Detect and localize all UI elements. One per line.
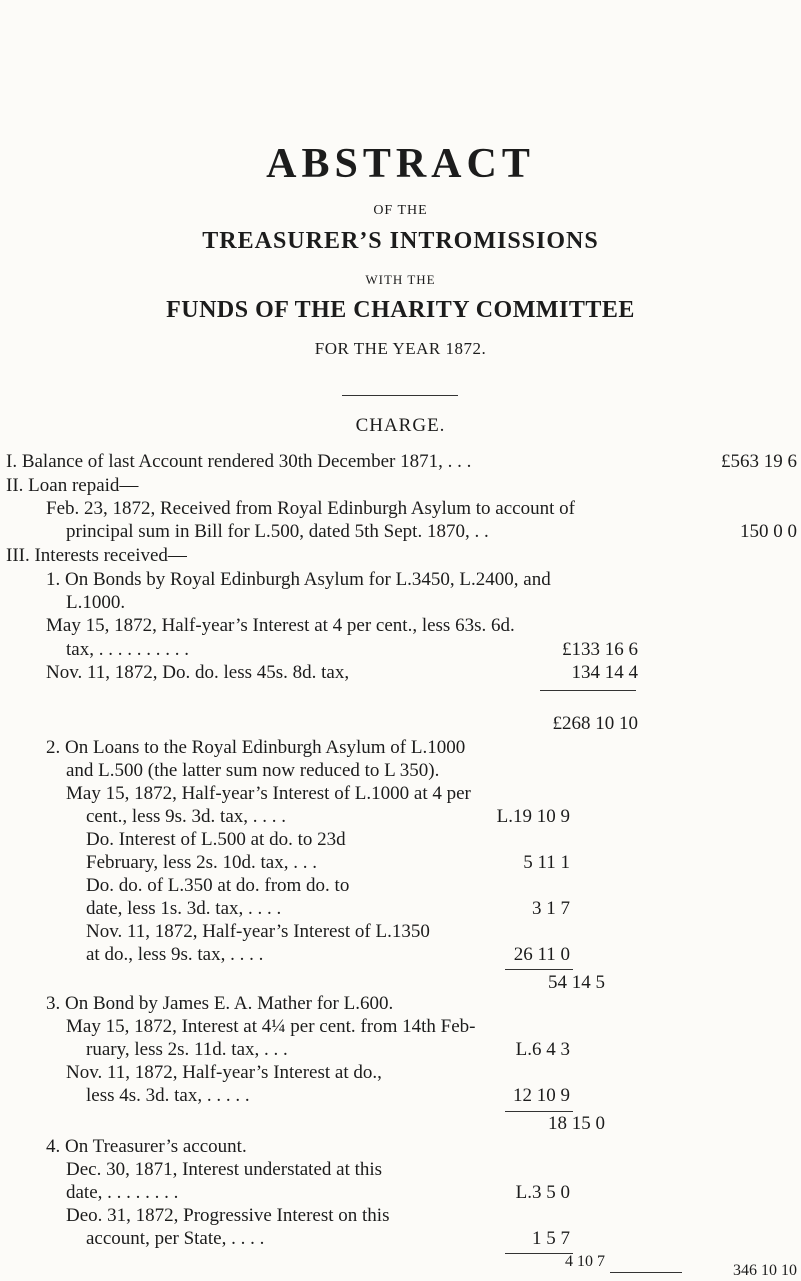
- s4-line3: date, . . . . . . . .: [66, 1182, 179, 1203]
- s1-line2: L.1000.: [66, 592, 126, 613]
- s2-line10: at do., less 9s. tax, . . . .: [86, 944, 264, 965]
- s2-amount6: 5 11 1: [523, 852, 570, 873]
- s2-line3: May 15, 1872, Half-year’s Interest of L.1000 at 4 per: [66, 783, 471, 804]
- s1-line1: 1. On Bonds by Royal Edinburgh Asylum for L.3450, L.2400, and: [46, 569, 551, 590]
- interest-grand-total: 346 10 10: [733, 1262, 797, 1279]
- interest-rule: [610, 1272, 682, 1273]
- s1-line5: Nov. 11, 1872, Do. do. less 45s. 8d. tax,: [46, 662, 350, 683]
- s3-line5: less 4s. 3d. tax, . . . . .: [86, 1085, 250, 1106]
- s3-line1: 3. On Bond by James E. A. Mather for L.600.: [46, 993, 394, 1014]
- s1-line4: tax, . . . . . . . . . .: [66, 639, 189, 660]
- document-subtitle: TREASURER’S INTROMISSIONS: [202, 228, 599, 254]
- s4-line5: account, per State, . . . .: [86, 1228, 265, 1249]
- s3-total: 18 15 0: [548, 1113, 605, 1134]
- s4-total: 4 10 7: [565, 1253, 605, 1270]
- item2-amount: 150 0 0: [740, 521, 797, 542]
- s1-amount4: £133 16 6: [562, 639, 638, 660]
- s4-amount5: 1 5 7: [532, 1228, 570, 1249]
- item2-line2: principal sum in Bill for L.500, dated 5th Sept. 1870, . .: [66, 521, 489, 542]
- s4-amount3: L.3 5 0: [515, 1182, 570, 1203]
- s3-line4: Nov. 11, 1872, Half-year’s Interest at do.,: [66, 1062, 382, 1083]
- s1-rule: [540, 690, 636, 691]
- s2-rule: [505, 969, 573, 970]
- item3-heading: III. Interests received—: [6, 545, 187, 566]
- s2-total: 54 14 5: [548, 972, 605, 993]
- s2-amount4: L.19 10 9: [496, 806, 570, 827]
- s2-line5: Do. Interest of L.500 at do. to 23d: [86, 829, 346, 850]
- funds-heading: FUNDS OF THE CHARITY COMMITTEE: [166, 297, 635, 323]
- s2-line7: Do. do. of L.350 at do. from do. to: [86, 875, 350, 896]
- item1-text: I. Balance of last Account rendered 30th December 1871, . . .: [6, 451, 472, 472]
- s3-amount3: L.6 4 3: [515, 1039, 570, 1060]
- s4-line2: Dec. 30, 1871, Interest understated at this: [66, 1159, 383, 1180]
- document-title: ABSTRACT: [266, 141, 535, 187]
- title-divider: [342, 395, 458, 396]
- s1-amount5: 134 14 4: [571, 662, 638, 683]
- s2-line6: February, less 2s. 10d. tax, . . .: [86, 852, 317, 873]
- s3-line3: ruary, less 2s. 11d. tax, . . .: [86, 1039, 288, 1060]
- s1-total: £268 10 10: [552, 713, 638, 734]
- s2-line8: date, less 1s. 3d. tax, . . . .: [86, 898, 282, 919]
- of-the-caption: OF THE: [373, 203, 428, 218]
- s3-line2: May 15, 1872, Interest at 4¼ per cent. from 14th Feb-: [66, 1016, 476, 1037]
- year-heading: FOR THE YEAR 1872.: [314, 339, 487, 358]
- s4-line4: Deo. 31, 1872, Progressive Interest on this: [66, 1205, 390, 1226]
- item1-amount: £563 19 6: [721, 451, 797, 472]
- with-the-caption: WITH THE: [365, 272, 436, 287]
- item2-line1: Feb. 23, 1872, Received from Royal Edinburgh Asylum to account of: [46, 498, 575, 519]
- s2-amount8: 3 1 7: [532, 898, 570, 919]
- s4-rule: [505, 1253, 573, 1254]
- s2-line4: cent., less 9s. 3d. tax, . . . .: [86, 806, 287, 827]
- s4-line1: 4. On Treasurer’s account.: [46, 1136, 247, 1157]
- s2-amount10: 26 11 0: [513, 944, 570, 965]
- s2-line9: Nov. 11, 1872, Half-year’s Interest of L.1350: [86, 921, 430, 942]
- s3-amount5: 12 10 9: [513, 1085, 570, 1106]
- item2-heading: II. Loan repaid—: [6, 475, 139, 496]
- s2-line1: 2. On Loans to the Royal Edinburgh Asylum of L.1000: [46, 737, 466, 758]
- s1-line3: May 15, 1872, Half-year’s Interest at 4 per cent., less 63s. 6d.: [46, 615, 515, 636]
- charge-heading: CHARGE.: [355, 415, 446, 436]
- s2-line2: and L.500 (the latter sum now reduced to L 350).: [66, 760, 440, 781]
